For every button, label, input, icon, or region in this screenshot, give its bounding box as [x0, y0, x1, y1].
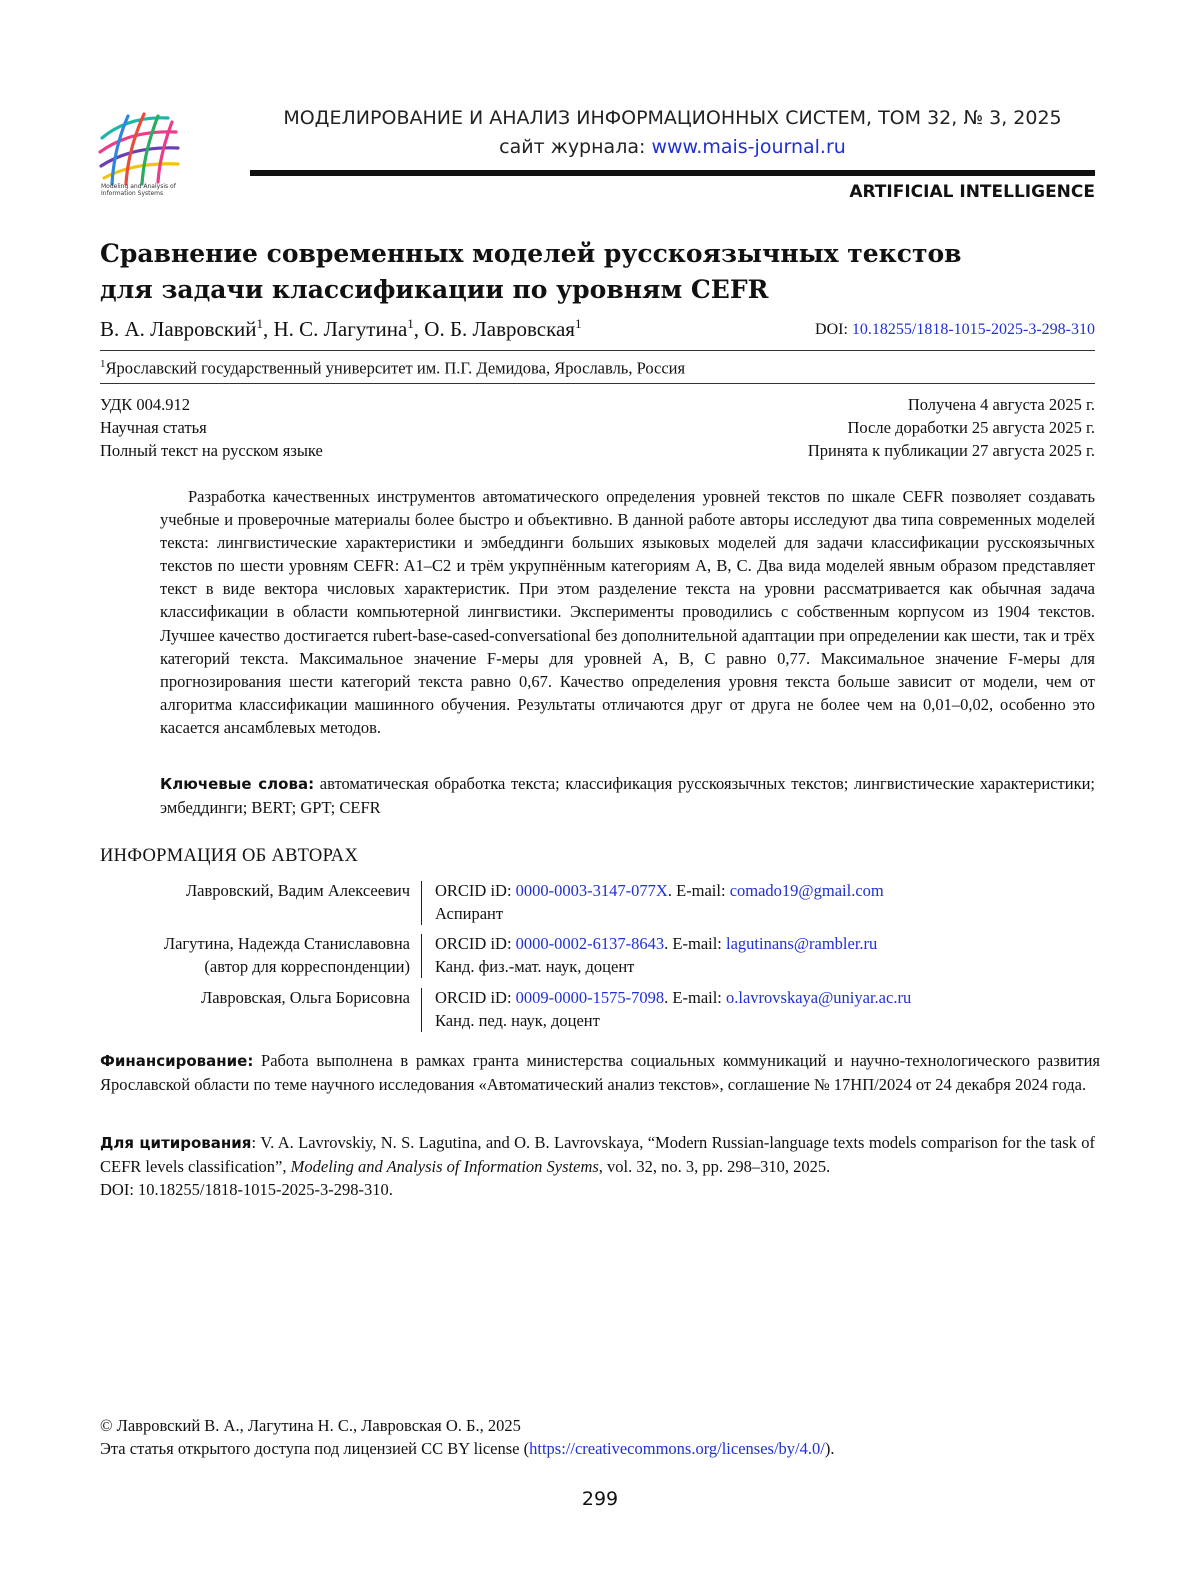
- author-full-name: Лавровская, Ольга Борисовна: [201, 988, 410, 1007]
- orcid-label: ORCID iD:: [435, 988, 512, 1007]
- author-position: Канд. пед. наук, доцент: [435, 1011, 600, 1030]
- article-meta-right: [808, 393, 1095, 462]
- page-number: 299: [581, 1488, 619, 1510]
- orcid-link[interactable]: 0009-0000-1575-7098: [515, 988, 665, 1007]
- author-affil-sup: 1: [574, 316, 582, 331]
- copyright-block: [100, 1414, 834, 1460]
- affiliation-text: Ярославский государственный университет им. П.Г. Демидова, Ярославль, Россия: [105, 358, 686, 378]
- funding-text: Работа выполнена в рамках гранта министерства социальных коммуникаций и научно-технологического развития Ярославской области по теме научного исследования «Автоматический анализ текстов», соглашение № 17НП/2024 от 24 декабря 2024 года.: [100, 1051, 1100, 1094]
- keywords-label: Ключевые слова:: [160, 775, 315, 793]
- license-text-end: ).: [824, 1439, 835, 1458]
- citation-label: Для цитирования: [100, 1134, 252, 1152]
- orcid-link[interactable]: 0000-0003-3147-077X: [515, 881, 668, 900]
- license: [100, 1437, 834, 1460]
- logo-caption: Modeling and Analysis of Information Systems: [101, 183, 176, 197]
- author-info-row: [100, 879, 1095, 927]
- author-contact: ORCID iD: 0009-0000-1575-7098. E-mail: o.lavrovskaya@uniyar.ac.ru Канд. пед. наук, доцент: [435, 986, 1095, 1032]
- citation-doi: DOI: 10.18255/1818-1015-2025-3-298-310.: [100, 1180, 393, 1199]
- author-name: О. Б. Лавровская: [424, 317, 575, 341]
- header-rule: [250, 170, 1095, 176]
- section-label: ARTIFICIAL INTELLIGENCE: [849, 182, 1095, 202]
- email-label: E-mail:: [676, 881, 726, 900]
- article-type: Научная статья: [100, 418, 207, 437]
- abstract: [160, 485, 1095, 739]
- received-date: Получена 4 августа 2025 г.: [907, 395, 1095, 414]
- keywords-text: автоматическая обработка текста; классификация русскоязычных текстов; лингвистические характеристики; эмбеддинги; BERT; GPT; CEFR: [160, 774, 1095, 817]
- article-language: Полный текст на русском языке: [100, 441, 323, 460]
- funding-label: Финансирование:: [100, 1052, 254, 1070]
- citation-journal: Modeling and Analysis of Information Systems: [290, 1157, 599, 1176]
- site-link[interactable]: www.mais-journal.ru: [651, 136, 846, 158]
- udk: УДК 004.912: [100, 395, 191, 414]
- author-row-bar: [421, 881, 422, 925]
- title-line-1: Сравнение современных моделей русскоязычных текстов: [100, 239, 962, 268]
- journal-title: МОДЕЛИРОВАНИЕ И АНАЛИЗ ИНФОРМАЦИОННЫХ СИСТЕМ, ТОМ 32, № 3, 2025: [283, 107, 1062, 129]
- author-full-name-line: Лагутина, Надежда Станиславовна: [163, 934, 410, 953]
- author-position: Канд. физ.-мат. наук, доцент: [435, 957, 635, 976]
- doi-link[interactable]: 10.18255/1818-1015-2025-3-298-310: [851, 321, 1095, 338]
- orcid-label: ORCID iD:: [435, 934, 512, 953]
- citation-text: : V. A. Lavrovskiy, N. S. Lagutina, and O. B. Lavrovskaya, “Modern Russian-language texts models comparison for the task of CEFR levels classification”,: [100, 1133, 1095, 1176]
- author-position: Аспирант: [435, 904, 504, 923]
- article-title: [100, 236, 1080, 308]
- citation: [100, 1131, 1095, 1201]
- accepted-date: Принята к публикации 27 августа 2025 г.: [807, 441, 1095, 460]
- email-link[interactable]: lagutinans@rambler.ru: [726, 934, 878, 953]
- author-row-bar: [421, 934, 422, 978]
- affiliation: [100, 358, 685, 379]
- orcid-link[interactable]: 0000-0002-6137-8643: [515, 934, 665, 953]
- affiliation-sup: 1: [100, 358, 106, 370]
- email-label: E-mail:: [672, 988, 722, 1007]
- site-label: сайт журнала:: [499, 136, 646, 158]
- author-affil-sup: 1: [407, 316, 414, 331]
- author-name: В. А. Лавровский: [100, 317, 257, 341]
- article-meta-left: [100, 393, 323, 462]
- license-text: Эта статья открытого доступа под лицензией CC BY license (: [100, 1439, 530, 1458]
- author-full-name: [100, 932, 410, 978]
- orcid-label: ORCID iD:: [435, 881, 512, 900]
- author-contact: ORCID iD: 0000-0002-6137-8643. E-mail: lagutinans@rambler.ru Канд. физ.-мат. наук, доцент: [435, 932, 1095, 978]
- authors-info-heading: ИНФОРМАЦИЯ ОБ АВТОРАХ: [100, 846, 359, 866]
- divider: [100, 383, 1095, 384]
- author-info-row: [100, 986, 1095, 1034]
- journal-site-line: [250, 136, 1095, 158]
- author-row-bar: [421, 988, 422, 1032]
- email-link[interactable]: comado19@gmail.com: [729, 881, 884, 900]
- author-info-row: [100, 932, 1095, 980]
- email-label: E-mail:: [672, 934, 722, 953]
- abstract-text: Разработка качественных инструментов автоматического определения уровней текстов по шкале CEFR позволяет создавать учебные и проверочные материалы более быстро и объективно. В данной работе авторы исследуют два типа современных моделей текста: лингвистические характеристики и эмбеддинги больших языковых моделей для задачи классификации русскоязычных текстов по шести уровням CEFR: A1–C2 и трём укрупнённым категориям A, B, C. Два вида моделей явным образом представляет текст в виде вектора числовых характеристик. При этом разделение текста на уровни рассматривается как обычная задача классификации в области компьютерной лингвистики. Эксперименты проводились с собственным корпусом из 1904 текстов. Лучшее качество достигается rubert-base-cased-conversational без дополнительной адаптации при определении как шести, так и трёх категорий текста. Максимальное значение F-меры для уровней A, B, C равно 0,77. Максимальное значение F-меры для прогнозирования шести категорий текста равно 0,67. Качество определения уровня текста больше зависит от модели, чем от алгоритма классификации машинного обучения. Результаты отличаются друг от друга не более чем на 0,01–0,02, особенно это касается ансамблевых методов.: [160, 487, 1095, 737]
- author-list: В. А. Лавровский$^1$, Н. С. Лагутина$^1$, О. Б. Лавровская$^1$: [100, 316, 582, 341]
- doi: [815, 321, 1095, 339]
- copyright: © Лавровский В. А., Лагутина Н. С., Лавровская О. Б., 2025: [100, 1416, 521, 1435]
- funding: [100, 1049, 1100, 1096]
- revised-date: После доработки 25 августа 2025 г.: [847, 418, 1095, 437]
- author-name: Н. С. Лагутина: [273, 317, 408, 341]
- title-line-2: для задачи классификации по уровням CEFR: [100, 275, 769, 304]
- license-link[interactable]: https://creativecommons.org/licenses/by/4.0/: [529, 1439, 825, 1458]
- author-correspondence-note: (автор для корреспонденции): [204, 957, 410, 976]
- divider: [100, 350, 1095, 351]
- keywords: [160, 772, 1095, 819]
- author-contact: ORCID iD: 0000-0003-3147-077X. E-mail: comado19@gmail.com Аспирант: [435, 879, 1095, 925]
- author-affil-sup: 1: [256, 316, 263, 331]
- doi-label: DOI:: [815, 321, 848, 338]
- email-link[interactable]: o.lavrovskaya@uniyar.ac.ru: [726, 988, 912, 1007]
- author-full-name: Лавровский, Вадим Алексеевич: [185, 881, 410, 900]
- citation-text-end: , vol. 32, no. 3, pp. 298–310, 2025.: [598, 1157, 831, 1176]
